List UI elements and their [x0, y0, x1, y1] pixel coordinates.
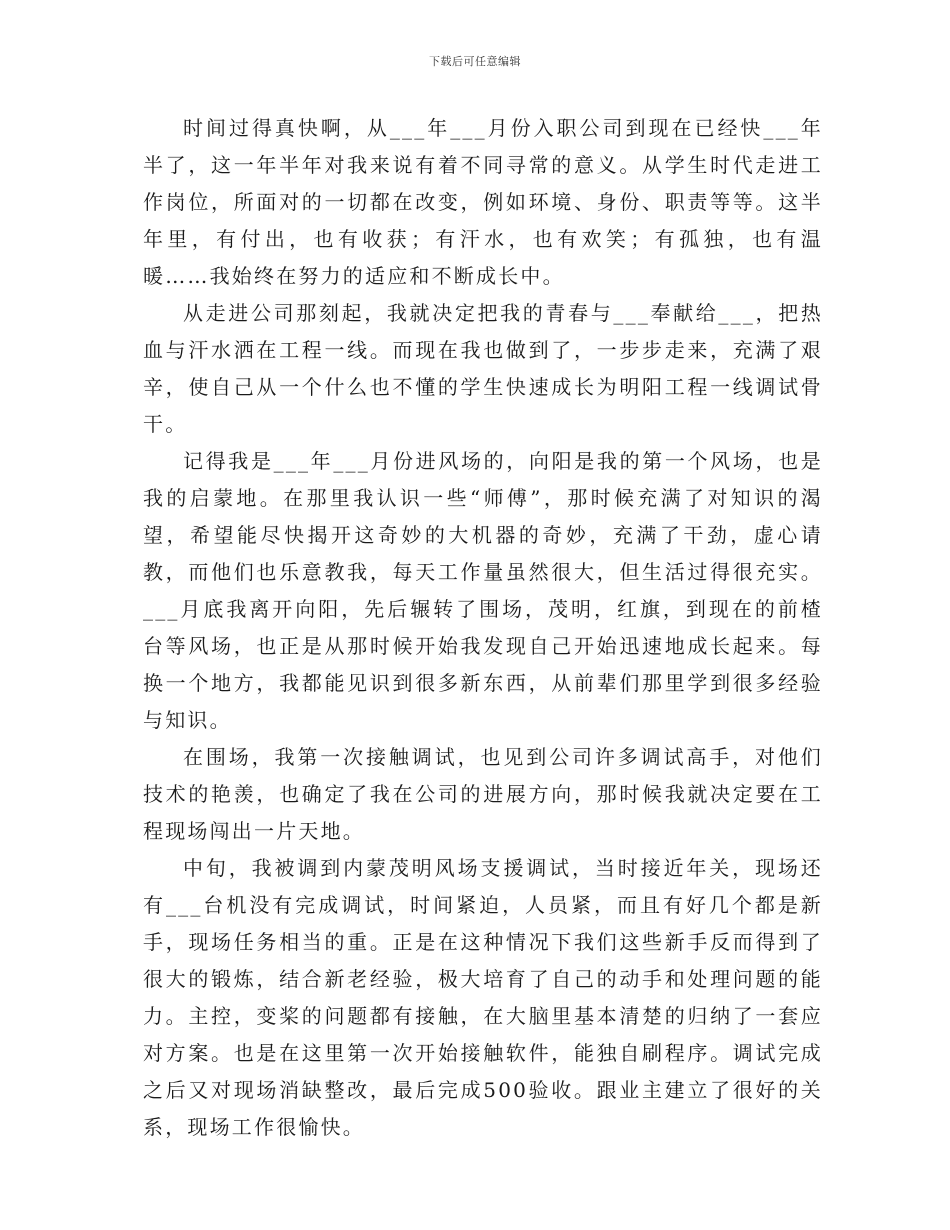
paragraph-1: 时间过得真快啊，从___年___月份入职公司到现在已经快___年半了，这一年半年对我来说有着不同寻常的意义。从学生时代走进工作岗位，所面对的一切都在改变，例如环境、身份、职责等等。这半年里，有付出，也有收获；有汗水，也有欢笑；有孤独，也有温暖……我始终在努力的适应和不断成长中。 [143, 116, 823, 288]
paragraph-3: 记得我是___年___月份进风场的，向阳是我的第一个风场，也是我的启蒙地。在那里我认识一些“师傅”，那时候充满了对知识的渴望，希望能尽快揭开这奇妙的大机器的奇妙，充满了干劲，虚心请教，而他们也乐意教我，每天工作量虽然很大，但生活过得很充实。___月底我离开向阳，先后辗转了围场，茂明，红旗，到现在的前楂台等风场，也正是从那时候开始我发现自己开始迅速地成长起来。每换一个地方，我都能见识到很多新东西，从前辈们那里学到很多经验与知识。 [143, 449, 823, 732]
document-body [143, 110, 823, 1146]
paragraph-5: 中旬，我被调到内蒙茂明风场支援调试，当时接近年关，现场还有___台机没有完成调试，时间紧迫，人员紧，而且有好几个都是新手，现场任务相当的重。正是在这种情况下我们这些新手反而得到了很大的锻炼，结合新老经验，极大培育了自己的动手和处理问题的能力。主控，变桨的问题都有接触，在大脑里基本清楚的归纳了一套应对方案。也是在这里第一次开始接触软件，能独自刷程序。调试完成之后又对现场消缺整改，最后完成500验收。跟业主建立了很好的关系，现场工作很愉快。 [143, 856, 823, 1139]
paragraph-2: 从走进公司那刻起，我就决定把我的青春与___奉献给___，把热血与汗水洒在工程一线。而现在我也做到了，一步步走来，充满了艰辛，使自己从一个什么也不懂的学生快速成长为明阳工程一线调试骨干。 [143, 301, 823, 436]
page-header: 下载后可任意编辑 [429, 55, 521, 68]
paragraph-4: 在围场，我第一次接触调试，也见到公司许多调试高手，对他们技术的艳羡，也确定了我在公司的进展方向，那时候我就决定要在工程现场闯出一片天地。 [143, 745, 823, 843]
